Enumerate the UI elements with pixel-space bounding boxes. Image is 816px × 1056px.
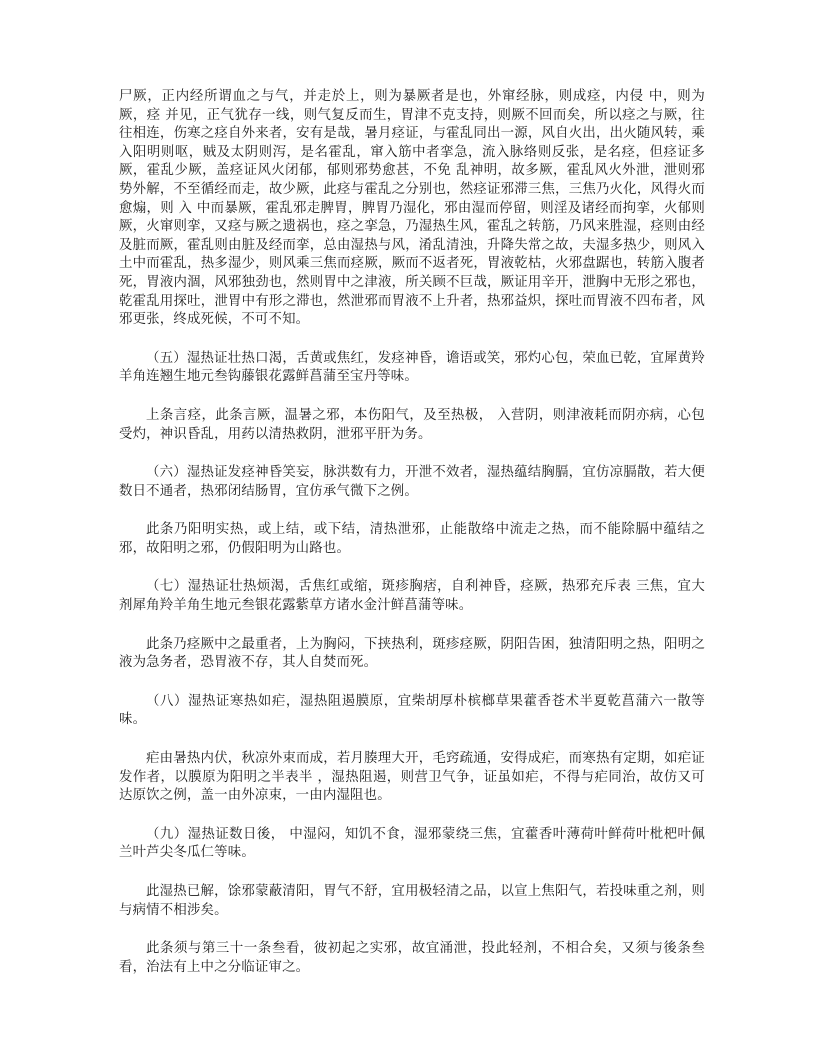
- paragraph-commentary-7: 此条乃痉厥中之最重者，上为胸闷，下挟热利，斑疹痉厥，阴阳告困，独清阳明之热，阳明之液为急务者，恐胃液不存，其人自焚而死。: [119, 636, 705, 671]
- paragraph-commentary-8: 疟由暑热内伏，秋凉外束而成，若月腠理大开，毛窍疏通，安得成疟，而寒热有定期，如疟证发作者，以膜原为阳明之半表半 ，湿热阻遏，则营卫气争，证虽如疟，不得与疟同治，故仿又可达原饮之例，盖一由外凉束，一由内湿阻也。: [119, 751, 705, 804]
- paragraph-cross-reference: 此条须与第三十一条叁看，彼初起之实邪，故宜涌泄，投此轻剂，不相合矣，又须与後条叁看，治法有上中之分临证审之。: [119, 941, 705, 975]
- paragraph-clause-6: （六）湿热证发痉神昏笑妄，脉洪数有力，开泄不效者，湿热蕴结胸膈，宜仿凉膈散，若大便数日不通者，热邪闭结肠胃，宜仿承气微下之例。: [119, 465, 705, 499]
- paragraph-clause-9: （九）湿热证数日後， 中湿闷，知饥不食，湿邪蒙绕三焦，宜藿香叶薄荷叶鲜荷叶枇杷叶佩兰叶芦尖冬瓜仁等味。: [119, 826, 705, 861]
- paragraph-commentary-5: 上条言痉，此条言厥，温暑之邪，本伤阳气，及至热极， 入营阴，则津液耗而阴亦病，心包受灼，神识昏乱，用药以清热救阴，泄邪平肝为务。: [119, 407, 705, 442]
- paragraph-commentary-6: 此条乃阳明实热，或上结，或下结，清热泄邪，止能散络中流走之热，而不能除膈中蕴结之邪，故阳明之邪，仍假阳明为山路也。: [119, 522, 705, 556]
- paragraph-clause-8: （八）湿热证寒热如疟，湿热阻遏膜原，宜柴胡厚朴槟榔草果藿香苍术半夏乾菖蒲六一散等味。: [119, 693, 705, 728]
- paragraph-clause-7: （七）湿热证壮热烦渴，舌焦红或缩，斑疹胸痞，自利神昏，痉厥，热邪充斥表 三焦，宜大剂犀角羚羊角生地元叁银花露紫草方诸水金汁鲜菖蒲等味。: [119, 579, 705, 614]
- document-page: [119, 88, 705, 997]
- paragraph-commentary-9: 此湿热已解，馀邪蒙蔽清阳，胃气不舒，宜用极轻清之品，以宣上焦阳气，若投味重之剂，则与病情不相涉矣。: [119, 884, 705, 918]
- paragraph-clause-5: （五）湿热证壮热口渴，舌黄或焦红，发痉神昏，谵语或笑，邪灼心包，荣血已乾，宜犀黄羚羊角连翘生地元叁钩藤银花露鲜菖蒲至宝丹等味。: [119, 350, 705, 385]
- paragraph-commentary-shijue: 尸厥，正内经所谓血之与气，并走於上，则为暴厥者是也，外窜经脉，则成痉，内侵 中，则为厥，痉 并见，正气犹存一线，则气复反而生，胃津不克支持，则厥不回而矣，所以痉之与厥，往往相连，伤寒之痉自外来者，安有是哉，暑月痉证，与霍乱同出一源，风自火出，出火随风转，乘入阳明则呕，贼及太阴则泻，是名霍乱，窜入筋中者挛急，流入脉络则反张，是名痉，但痉证多厥，霍乱少厥，盖痉证风火闭郁，郁则邪势愈甚，不免 乱神明，故多厥，霍乱风火外泄，泄则邪势外解，不至循经而走，故少厥，此痉与霍乱之分别也，然痉证邪滞三焦，三焦乃火化，风得火而愈煽，则 入 中而暴厥，霍乱邪走脾胃，脾胃乃湿化，邪由湿而停留，则淫及诸经而拘挛，火郁则厥，火窜则挛，又痉与厥之遗祸也，痉之挛急，乃湿热生风，霍乱之转筋，乃风来胜湿，痉则由经及脏而厥，霍乱则由脏及经而挛，总由湿热与风，淆乱清浊，升降失常之故，夫湿多热少，则风入土中而霍乱，热多湿少，则风乘三焦而痉厥，厥而不返者死，胃液乾枯，火邪盘踞也，转筋入腹者死，胃液内涸，风邪独劲也，然则胃中之津液，所关顾不巨哉，厥证用辛开，泄胸中无形之邪也，乾霍乱用探吐，泄胃中有形之滞也，然泄邪而胃液不上升者，热邪益炽，探吐而胃液不四布者，风邪更张，终成死候，不可不知。: [119, 89, 705, 328]
